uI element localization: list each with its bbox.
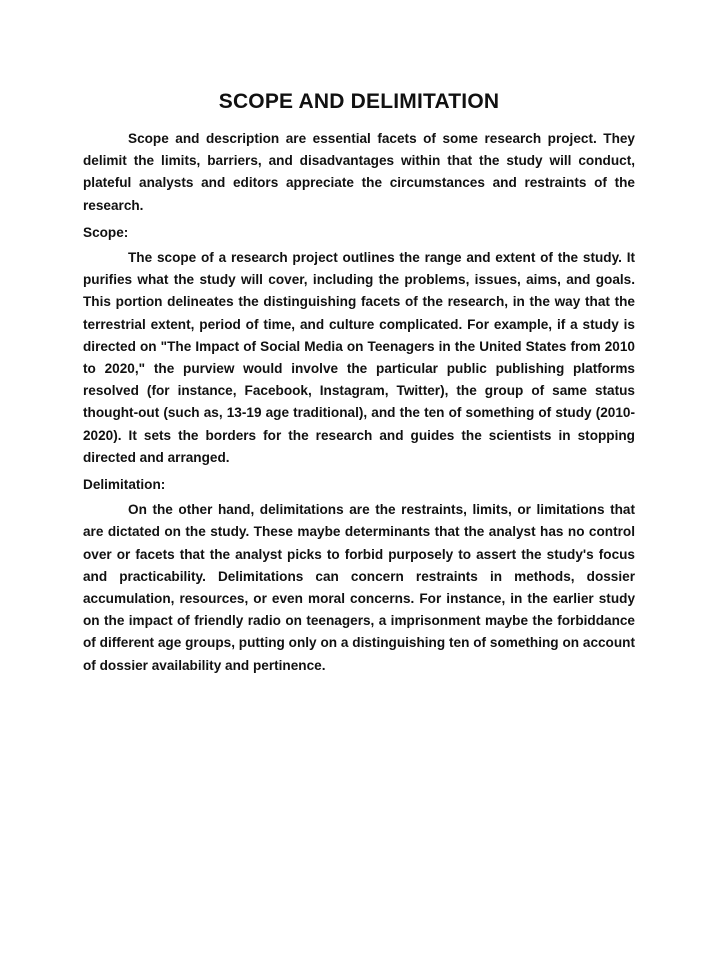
page-title: SCOPE AND DELIMITATION xyxy=(218,90,500,113)
delimitation-paragraph: On the other hand, delimitations are the restraints, limits, or limitations that are dictated on the study. These maybe determinants that the analyst has no control over or facets that the analyst picks to forbid purposely to assert the study's focus and practicability. Delimitations can concern restraints in methods, dossier accumulation, resources, or even moral concerns. For instance, in the earlier study on the impact of friendly radio on teenagers, a imprisonment maybe the forbiddance of different age groups, putting only on a distinguishing ten of something on account of dossier availability and pertinence. xyxy=(83,502,635,673)
intro-paragraph: Scope and description are essential facets of some research project. They delimit the limits, barriers, and disadvantages within that the study will conduct, plateful analysts and editors appreciate the circumstances and restraints of the research. xyxy=(83,131,635,213)
delimitation-heading: Delimitation: xyxy=(83,477,166,493)
scope-heading: Scope: xyxy=(83,224,129,240)
scope-paragraph: The scope of a research project outlines the range and extent of the study. It purifies what the study will cover, including the problems, issues, aims, and goals. This portion delineates the distinguishing facets of the research, in the way that the terrestrial extent, period of time, and culture complicated. For example, if a study is directed on "The Impact of Social Media on Teenagers in the United States from 2010 to 2020," the purview would involve the particular public publishing platforms resolved (for instance, Facebook, Instagram, Twitter), the group of same status thought-out (such as, 13-19 age traditional), and the ten of something of study (2010-2020). It sets the borders for the research and guides the scientists in stopping directed and arranged. xyxy=(83,250,635,465)
document-page xyxy=(83,88,635,677)
